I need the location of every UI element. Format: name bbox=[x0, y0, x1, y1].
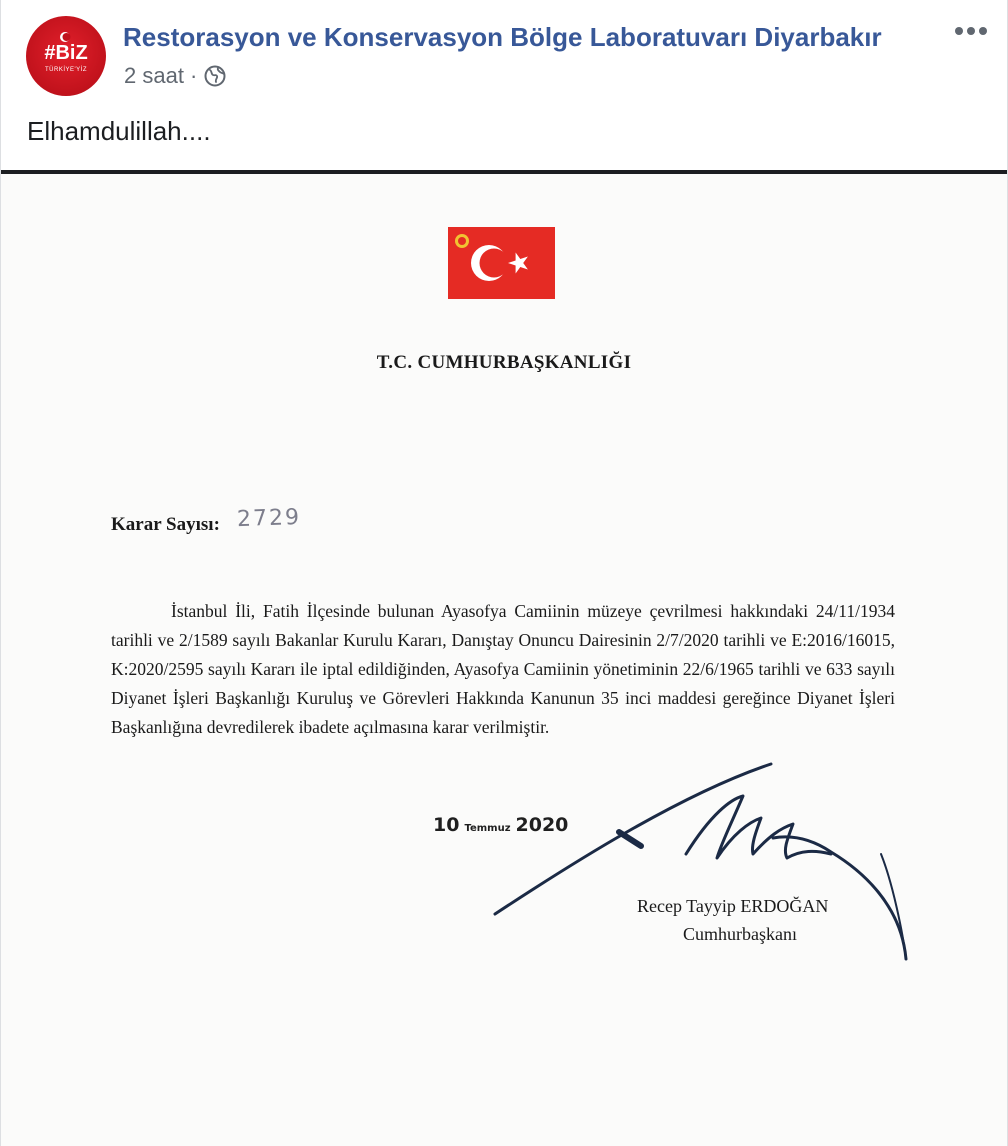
post-meta bbox=[124, 62, 227, 90]
date-year: 2020 bbox=[515, 814, 569, 836]
decision-label: Karar Sayısı: bbox=[111, 514, 220, 535]
globe-icon[interactable] bbox=[203, 64, 227, 88]
signer-name: Recep Tayyip ERDOĞAN bbox=[637, 896, 829, 916]
signer-title: Cumhurbaşkanı bbox=[683, 924, 797, 944]
signature-image bbox=[481, 754, 921, 994]
post-header bbox=[1, 0, 1007, 110]
document-heading: T.C. CUMHURBAŞKANLIĞI bbox=[376, 352, 632, 373]
post-image-document[interactable] bbox=[1, 174, 1007, 1146]
avatar-logo-subtext: TÜRKİYE'YİZ bbox=[45, 67, 87, 73]
meta-separator: · bbox=[189, 63, 198, 88]
more-options-icon[interactable] bbox=[949, 14, 993, 48]
decision-number: 2729 bbox=[236, 504, 302, 533]
post-timestamp[interactable]: 2 saat bbox=[124, 63, 184, 88]
turkish-flag-icon bbox=[448, 227, 555, 299]
date-month: Temmuz bbox=[464, 823, 511, 834]
date-day: 10 bbox=[433, 814, 460, 836]
post-text: Elhamdulillah.... bbox=[27, 116, 211, 146]
decision-body-text: İstanbul İli, Fatih İlçesinde bulunan Ayasofya Camiinin müzeye çevrilmesi hakkındaki 24/11/1934 tarihli ve 2/1589 sayılı Bakanlar Kurulu Kararı, Danıştay Onuncu Dairesinin 2/7/2020 tarihli ve E:2016/16015, K:2020/2595 sayılı Kararı ile iptal edildiğinden, Ayasofya Camiinin yönetiminin 22/6/1965 tarihli ve 633 sayılı Diyanet İşleri Başkanlığı Kuruluş ve Görevleri Hakkında Kanunun 35 inci maddesi gereğince Diyanet İşleri Başkanlığına devredilerek ibadete açılmasına karar verilmiştir. bbox=[111, 601, 895, 737]
page-avatar[interactable] bbox=[26, 16, 106, 96]
page-name-link[interactable]: Restorasyon ve Konservasyon Bölge Laboratuvarı Diyarbakır bbox=[123, 22, 882, 52]
avatar-logo-text: #BiZ bbox=[44, 42, 88, 64]
